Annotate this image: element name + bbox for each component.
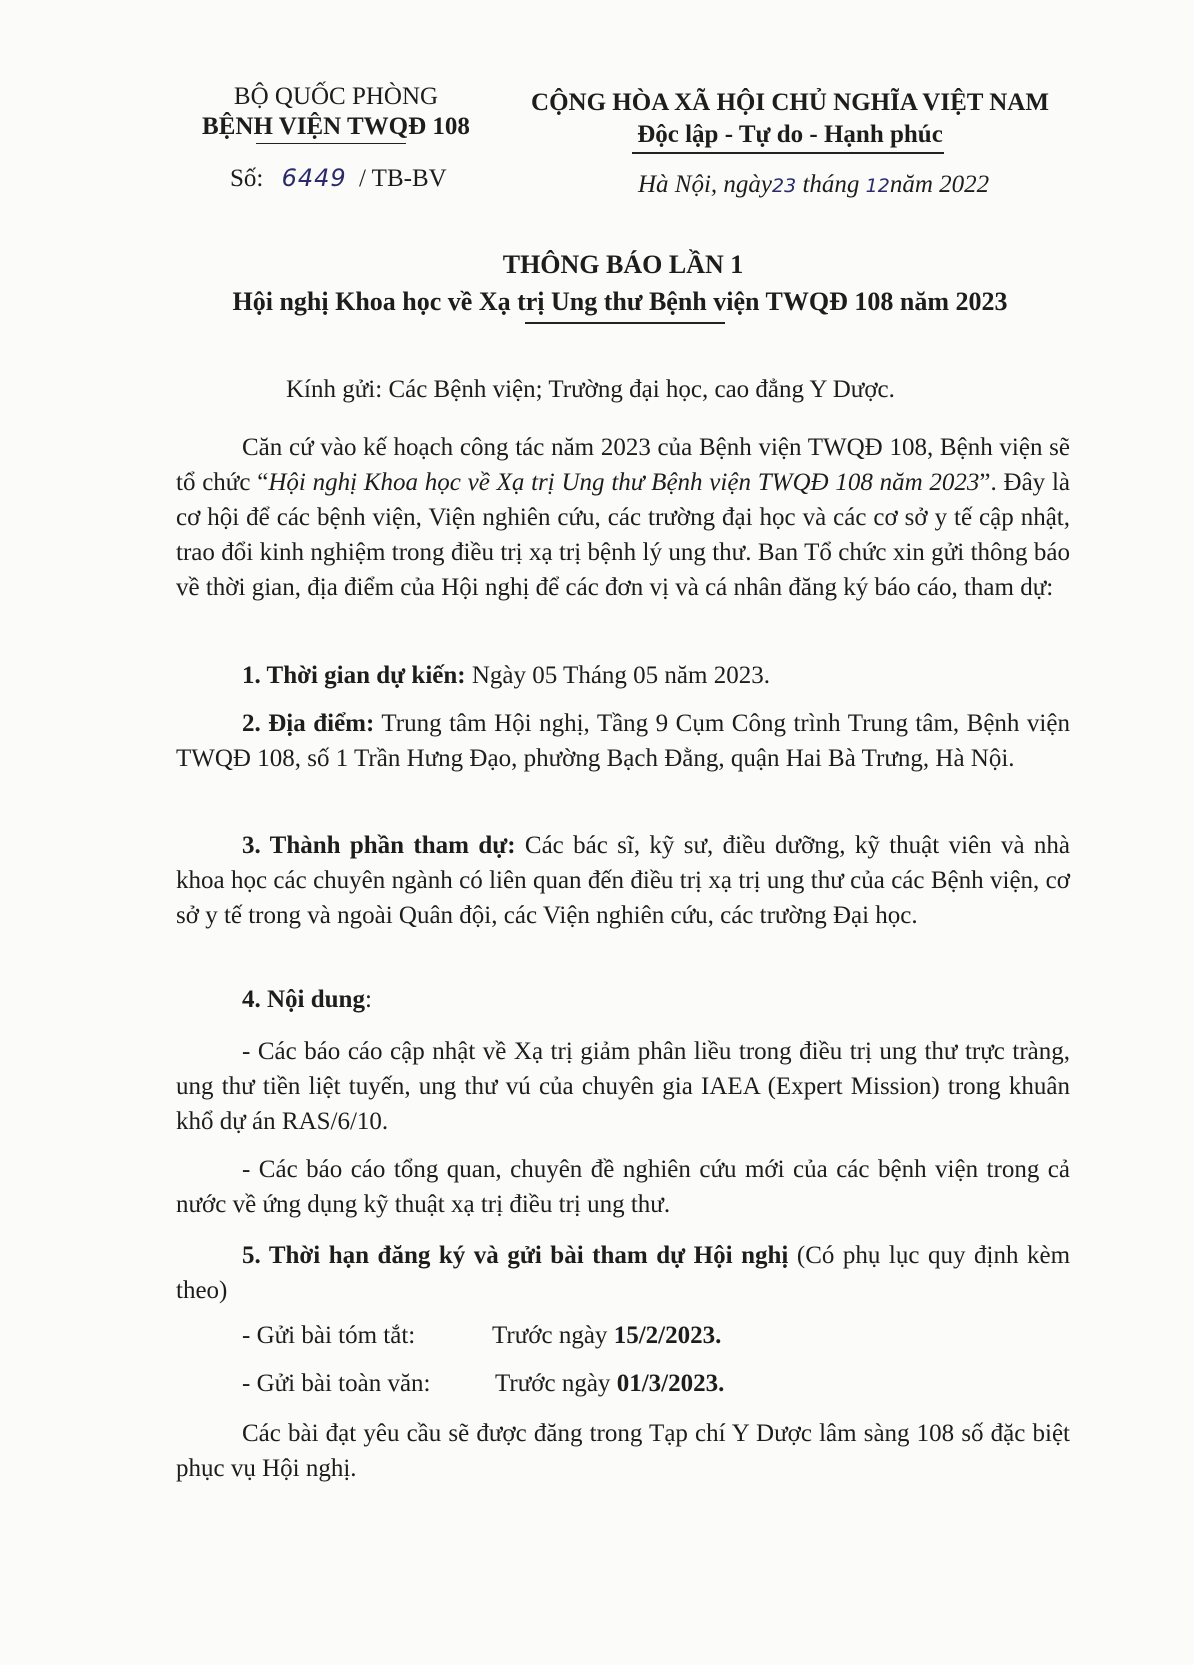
event-name: Hội nghị Khoa học về Xạ trị Ung thư Bệnh viện TWQĐ 108 năm 2023 [268,469,980,496]
date-year: năm 2022 [889,171,990,198]
abstract-prefix: Trước ngày [492,1322,608,1349]
ministry-name: BỘ QUỐC PHÒNG [233,83,439,110]
number-suffix: / TB-BV [358,165,447,192]
abstract-deadline [492,1318,721,1353]
date-month: 12 [865,175,890,197]
section-venue [176,706,1070,776]
full-prefix: Trước ngày [495,1370,611,1397]
deadline-note: (Có phụ lục quy định kèm theo) [176,1242,1071,1304]
intro-part2: ”. Đây là cơ hội để các bệnh viện, Viện nghiên cứu, các trường đại học và các cơ sở y tế cập nhật, trao đổi kinh nghiệm trong điều trị xạ trị bệnh lý ung thư. Ban Tổ chức xin gửi thông báo về thời gian, địa điểm của Hội nghị để các đơn vị và cá nhân đăng ký báo cáo, tham dự: [176,469,1070,601]
participants-text: Các bác sĩ, kỹ sư, điều dưỡng, kỹ thuật viên và nhà khoa học các chuyên ngành có liên quan đến điều trị xạ trị ung thư của các Bệnh viện, cơ sở y tế trong và ngoài Quân đội, các Viện nghiên cứu, các trường Đại học. [176,832,1070,929]
abstract-label: - Gửi bài tóm tắt: [242,1322,416,1349]
full-deadline [495,1366,724,1401]
section-participants [176,828,1070,933]
date-line [638,170,989,201]
time-text: Ngày 05 Tháng 05 năm 2023. [471,662,770,689]
motto: Độc lập - Tự do - Hạnh phúc [637,121,943,148]
deadline-label: 5. Thời hạn đăng ký và gửi bài tham dự Hội nghị [242,1242,789,1269]
full-label: - Gửi bài toàn văn: [242,1370,431,1397]
content-item-1: - Các báo cáo cập nhật về Xạ trị giảm phân liều trong điều trị ung thư trực tràng, ung thư tiền liệt tuyến, ung thư vú của chuyên gia IAEA (Expert Mission) trong khuân khổ dự án RAS/6/10. [176,1038,1070,1135]
venue-label: 2. Địa điểm: [242,710,375,737]
content-label: 4. Nội dung [242,986,365,1013]
content-colon: : [364,986,372,1013]
number-label: Số: [230,165,264,192]
time-label: 1. Thời gian dự kiến: [242,662,466,689]
full-date: 01/3/2023. [616,1370,725,1397]
notice-subtitle: Hội nghị Khoa học về Xạ trị Ung thư Bệnh viện TWQĐ 108 năm 2023 [232,287,1008,316]
section-deadline [176,1238,1070,1308]
date-prefix: Hà Nội, ngày [638,171,773,198]
hospital-underline [256,143,406,144]
header-left [186,82,486,142]
abstract-date: 15/2/2023. [613,1322,722,1349]
section-time [176,658,1070,693]
recipient-line: Kính gửi: Các Bệnh viện; Trường đại học, cao đẳng Y Dược. [286,376,895,403]
notice-title: THÔNG BÁO LẦN 1 [502,250,744,279]
hospital-name: BỆNH VIỆN TWQĐ 108 [202,113,470,140]
section-content [176,982,1070,1017]
country-name: CỘNG HÒA XÃ HỘI CHỦ NGHĨA VIỆT NAM [531,89,1049,116]
participants-label: 3. Thành phần tham dự: [242,832,516,859]
date-month-label: tháng [802,171,860,198]
number-handwritten: 6449 [281,164,347,192]
motto-underline [632,152,944,154]
intro-part1: Căn cứ vào kế hoạch công tác năm 2023 của Bệnh viện TWQĐ 108, Bệnh viện sẽ tổ chức “ [176,434,1070,496]
date-day: 23 [772,175,797,197]
venue-text: Trung tâm Hội nghị, Tầng 9 Cụm Công trình Trung tâm, Bệnh viện TWQĐ 108, số 1 Trần Hưng Đạo, phường Bạch Đằng, quận Hai Bà Trưng, Hà Nội. [176,710,1070,772]
content-item-2: - Các báo cáo tổng quan, chuyên đề nghiên cứu mới của các bệnh viện trong cả nước về ứng dụng kỹ thuật xạ trị điều trị ung thư. [176,1156,1070,1218]
document-number [230,163,447,194]
intro-paragraph [176,430,1070,605]
subtitle-underline [525,322,725,324]
closing-paragraph: Các bài đạt yêu cầu sẽ được đăng trong Tạp chí Y Dược lâm sàng 108 số đặc biệt phục vụ Hội nghị. [176,1420,1070,1482]
